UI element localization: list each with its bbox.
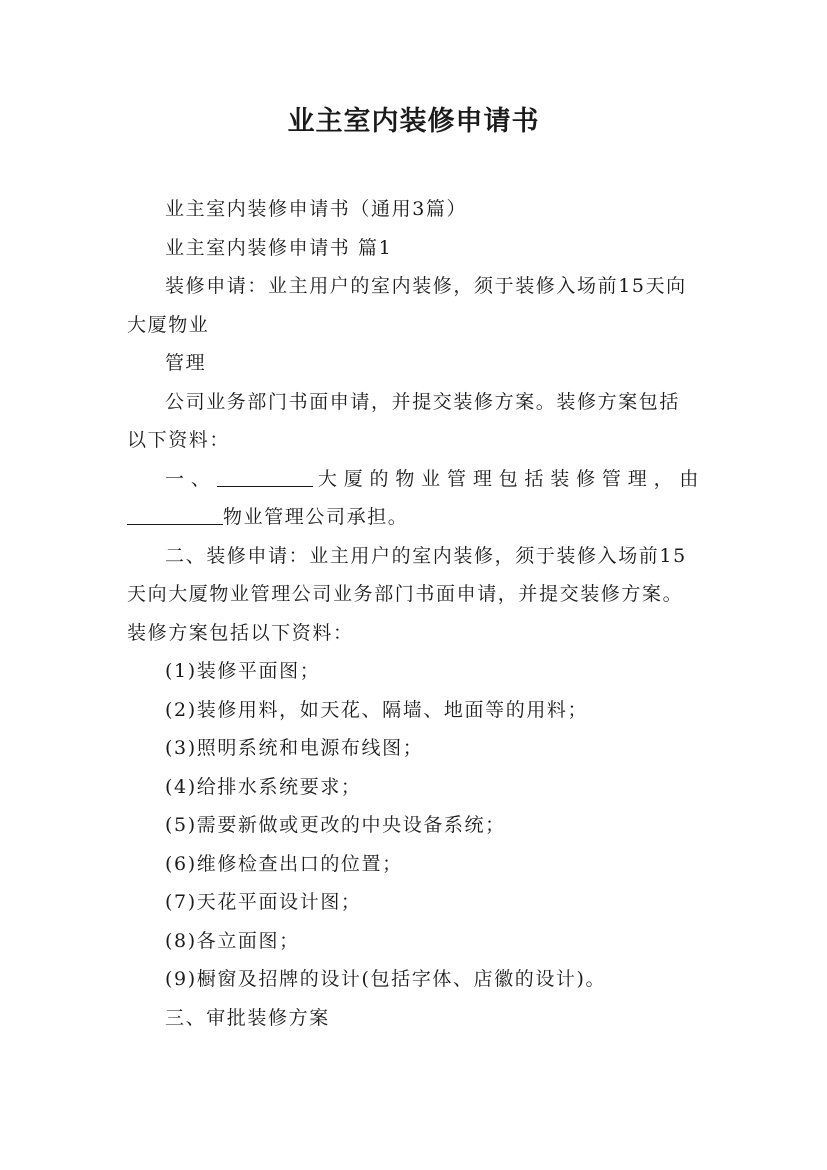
list-item: (6)维修检查出口的位置； (165, 852, 403, 875)
list-item: (8)各立面图； (165, 929, 300, 952)
item-one-suffix: 物业管理公司承担。 (223, 506, 409, 528)
item-one-middle: 大厦的物业管理包括装修管理，由 (312, 467, 700, 490)
list-item: (4)给排水系统要求； (165, 775, 362, 798)
section-heading: 业主室内装修申请书 篇1 (165, 236, 393, 259)
list-item: (1)装修平面图； (165, 660, 321, 682)
item-one-line2 (127, 498, 700, 537)
item-one-prefix: 一、 (165, 467, 217, 490)
document-body (127, 190, 700, 1037)
intro-paragraph-break: 管理 (165, 352, 207, 374)
list-item: (2)装修用料，如天花、隔墙、地面等的用料； (165, 698, 589, 721)
list-item: (9)橱窗及招牌的设计(包括字体、店徽的设计)。 (165, 968, 607, 990)
document-title: 业主室内装修申请书 (287, 106, 540, 137)
item-three: 三、审批装修方案 (165, 1006, 330, 1029)
intro-paragraph: 装修申请：业主用户的室内装修，须于装修入场前15天向大厦物业 (127, 275, 687, 336)
blank-underline (127, 505, 223, 525)
list-item: (7)天花平面设计图； (165, 891, 362, 913)
blank-underline (217, 467, 313, 487)
list-item: (3)照明系统和电源布线图； (165, 737, 424, 759)
list-item: (5)需要新做或更改的中央设备系统； (165, 814, 506, 836)
item-one-line1 (127, 460, 700, 499)
item-two: 二、装修申请：业主用户的室内装修，须于装修入场前15天向大厦物业管理公司业务部门书面申请，并提交装修方案。装修方案包括以下资料： (127, 544, 687, 644)
subtitle: 业主室内装修申请书（通用3篇） (165, 198, 468, 220)
paragraph-materials: 公司业务部门书面申请，并提交装修方案。装修方案包括以下资料： (127, 390, 681, 451)
